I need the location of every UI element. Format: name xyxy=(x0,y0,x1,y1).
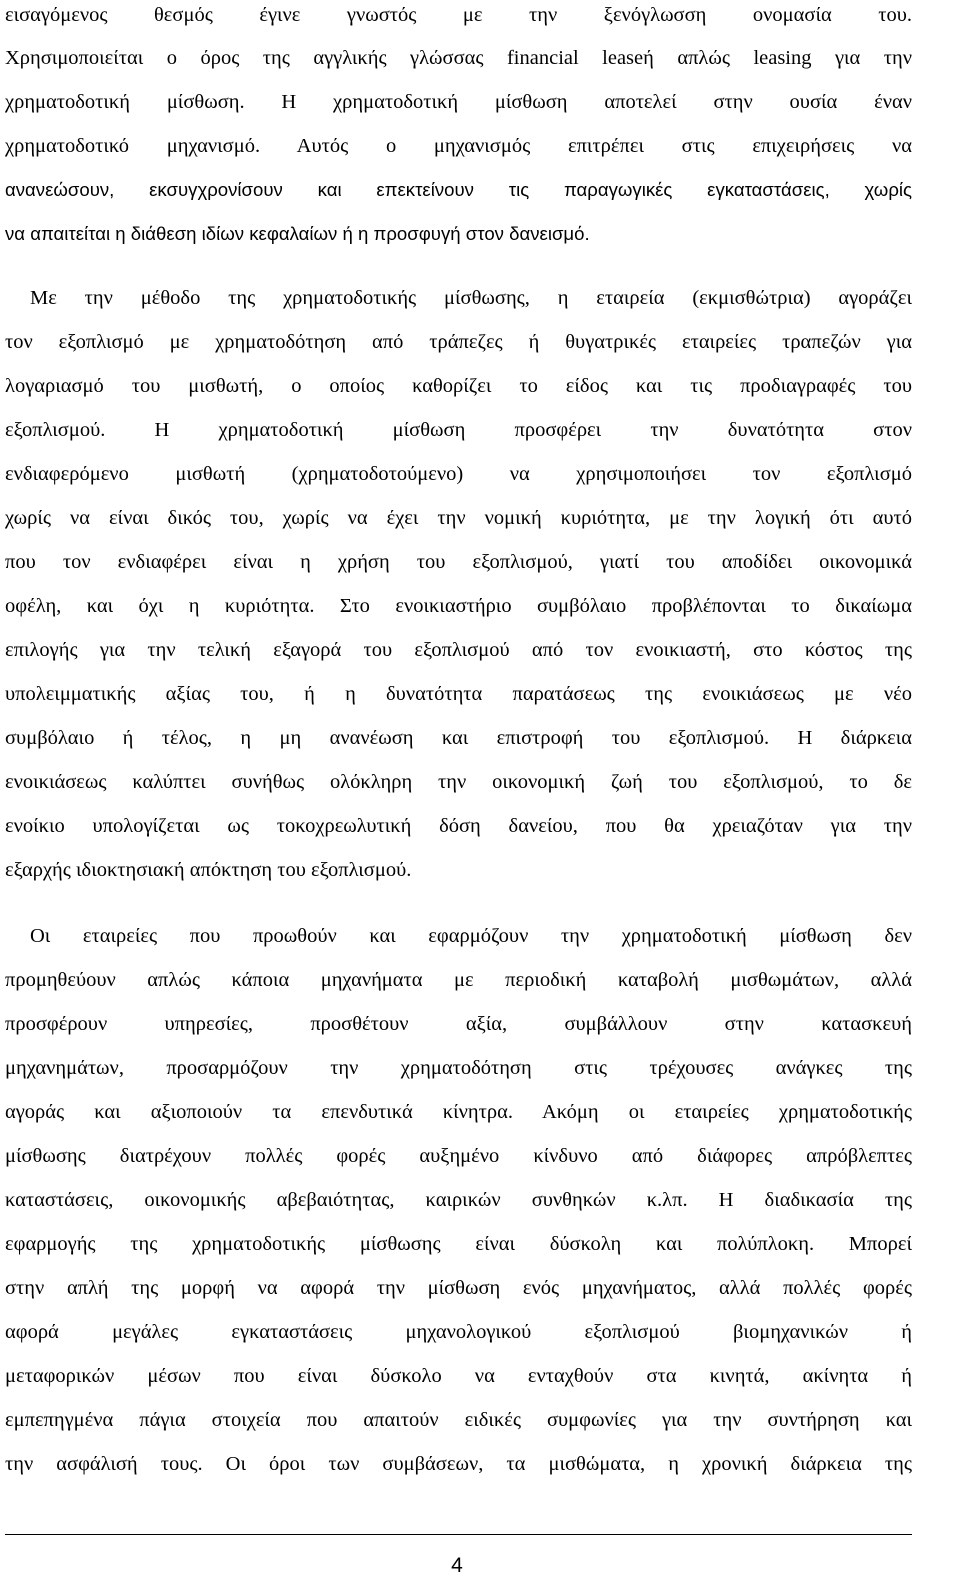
paragraph-2-line-5: ενδιαφερόμενο μισθωτή (χρηματοδοτούμενο) να χρησιμοποιήσει τον εξοπλισμό xyxy=(5,463,912,485)
footer-divider xyxy=(5,1534,912,1535)
paragraph-2-line-6: χωρίς να είναι δικός του, χωρίς να έχει την νομική κυριότητα, με την λογική ότι αυτό xyxy=(5,507,912,529)
paragraph-2-line-12: ενοικιάσεως καλύπτει συνήθως ολόκληρη την οικονομική ζωή του εξοπλισμού, το δε xyxy=(5,771,912,793)
paragraph-3-line-13: την ασφάλισή τους. Οι όροι των συμβάσεων, τα μισθώματα, η χρονική διάρκεια της xyxy=(5,1453,912,1475)
paragraph-3-line-5: αγοράς και αξιοποιούν τα επενδυτικά κίνητρα. Ακόμη οι εταιρείες χρηματοδοτικής xyxy=(5,1101,912,1123)
paragraph-3-line-12: εμπεπηγμένα πάγια στοιχεία που απαιτούν ειδικές συμφωνίες για την συντήρηση και xyxy=(5,1409,912,1431)
paragraph-1-line-4: χρηματοδοτικό μηχανισμό. Αυτός ο μηχανισμός επιτρέπει στις επιχειρήσεις να xyxy=(5,135,912,157)
paragraph-1-line-2: Χρησιμοποιείται ο όρος της αγγλικής γλώσσας financial leaseή απλώς leasing για την xyxy=(5,47,912,69)
paragraph-3-line-1: Οι εταιρείες που προωθούν και εφαρμόζουν την χρηματοδοτική μίσθωση δεν xyxy=(30,925,912,947)
paragraph-3-line-11: μεταφορικών μέσων που είναι δύσκολο να ενταχθούν στα κινητά, ακίνητα ή xyxy=(5,1365,912,1387)
paragraph-3-line-4: μηχανημάτων, προσαρμόζουν την χρηματοδότηση στις τρέχουσες ανάγκες της xyxy=(5,1057,912,1079)
paragraph-2-line-11: συμβόλαιο ή τέλος, η μη ανανέωση και επιστροφή του εξοπλισμού. Η διάρκεια xyxy=(5,727,912,749)
paragraph-3-line-7: καταστάσεις, οικονομικής αβεβαιότητας, καιρικών συνθηκών κ.λπ. Η διαδικασία της xyxy=(5,1189,912,1211)
paragraph-1-line-5: ανανεώσουν, εκσυγχρονίσουν και επεκτείνουν τις παραγωγικές εγκαταστάσεις, χωρίς xyxy=(5,179,912,200)
paragraph-3-line-6: μίσθωσης διατρέχουν πολλές φορές αυξημένο κίνδυνο από διάφορες απρόβλεπτες xyxy=(5,1145,912,1167)
paragraph-2-line-13: ενοίκιο υπολογίζεται ως τοκοχρεωλυτική δόση δανείου, που θα χρειαζόταν για την xyxy=(5,815,912,837)
paragraph-2-line-7: που τον ενδιαφέρει είναι η χρήση του εξοπλισμού, γιατί του αποδίδει οικονομικά xyxy=(5,551,912,573)
paragraph-3-line-2: προμηθεύουν απλώς κάποια μηχανήματα με περιοδική καταβολή μισθωμάτων, αλλά xyxy=(5,969,912,991)
paragraph-1-line-1: εισαγόμενος θεσμός έγινε γνωστός με την ξενόγλωσση ονομασία του. xyxy=(5,4,912,26)
paragraph-2-line-9: επιλογής για την τελική εξαγορά του εξοπλισμού από τον ενοικιαστή, στο κόστος της xyxy=(5,639,912,661)
paragraph-2-line-4: εξοπλισμού. Η χρηματοδοτική μίσθωση προσφέρει την δυνατότητα στον xyxy=(5,419,912,441)
paragraph-3-line-9: στην απλή της μορφή να αφορά την μίσθωση ενός μηχανήματος, αλλά πολλές φορές xyxy=(5,1277,912,1299)
paragraph-2-line-14: εξαρχής ιδιοκτησιακή απόκτηση του εξοπλισμού. xyxy=(5,859,412,881)
page-number: 4 xyxy=(451,1554,463,1577)
paragraph-2-line-3: λογαριασμό του μισθωτή, ο οποίος καθορίζει το είδος και τις προδιαγραφές του xyxy=(5,375,912,397)
paragraph-2-line-10: υπολειμματικής αξίας του, ή η δυνατότητα παρατάσεως της ενοικιάσεως με νέο xyxy=(5,683,912,705)
paragraph-1-line-3: χρηματοδοτική μίσθωση. Η χρηματοδοτική μίσθωση αποτελεί στην ουσία έναν xyxy=(5,91,912,113)
paragraph-2-line-2: τον εξοπλισμό με χρηματοδότηση από τράπεζες ή θυγατρικές εταιρείες τραπεζών για xyxy=(5,331,912,353)
paragraph-2-line-1: Με την μέθοδο της χρηματοδοτικής μίσθωσης, η εταιρεία (εκμισθώτρια) αγοράζει xyxy=(30,287,912,309)
paragraph-2-line-8: οφέλη, και όχι η κυριότητα. Στο ενοικιαστήριο συμβόλαιο προβλέπονται το δικαίωμα xyxy=(5,595,912,617)
paragraph-1-line-6: να απαιτείται η διάθεση ιδίων κεφαλαίων ή η προσφυγή στον δανεισμό. xyxy=(5,223,590,244)
paragraph-3-line-10: αφορά μεγάλες εγκαταστάσεις μηχανολογικού εξοπλισμού βιομηχανικών ή xyxy=(5,1321,912,1343)
paragraph-3-line-8: εφαρμογής της χρηματοδοτικής μίσθωσης είναι δύσκολη και πολύπλοκη. Μπορεί xyxy=(5,1233,912,1255)
paragraph-3-line-3: προσφέρουν υπηρεσίες, προσθέτουν αξία, συμβάλλουν στην κατασκευή xyxy=(5,1013,912,1035)
